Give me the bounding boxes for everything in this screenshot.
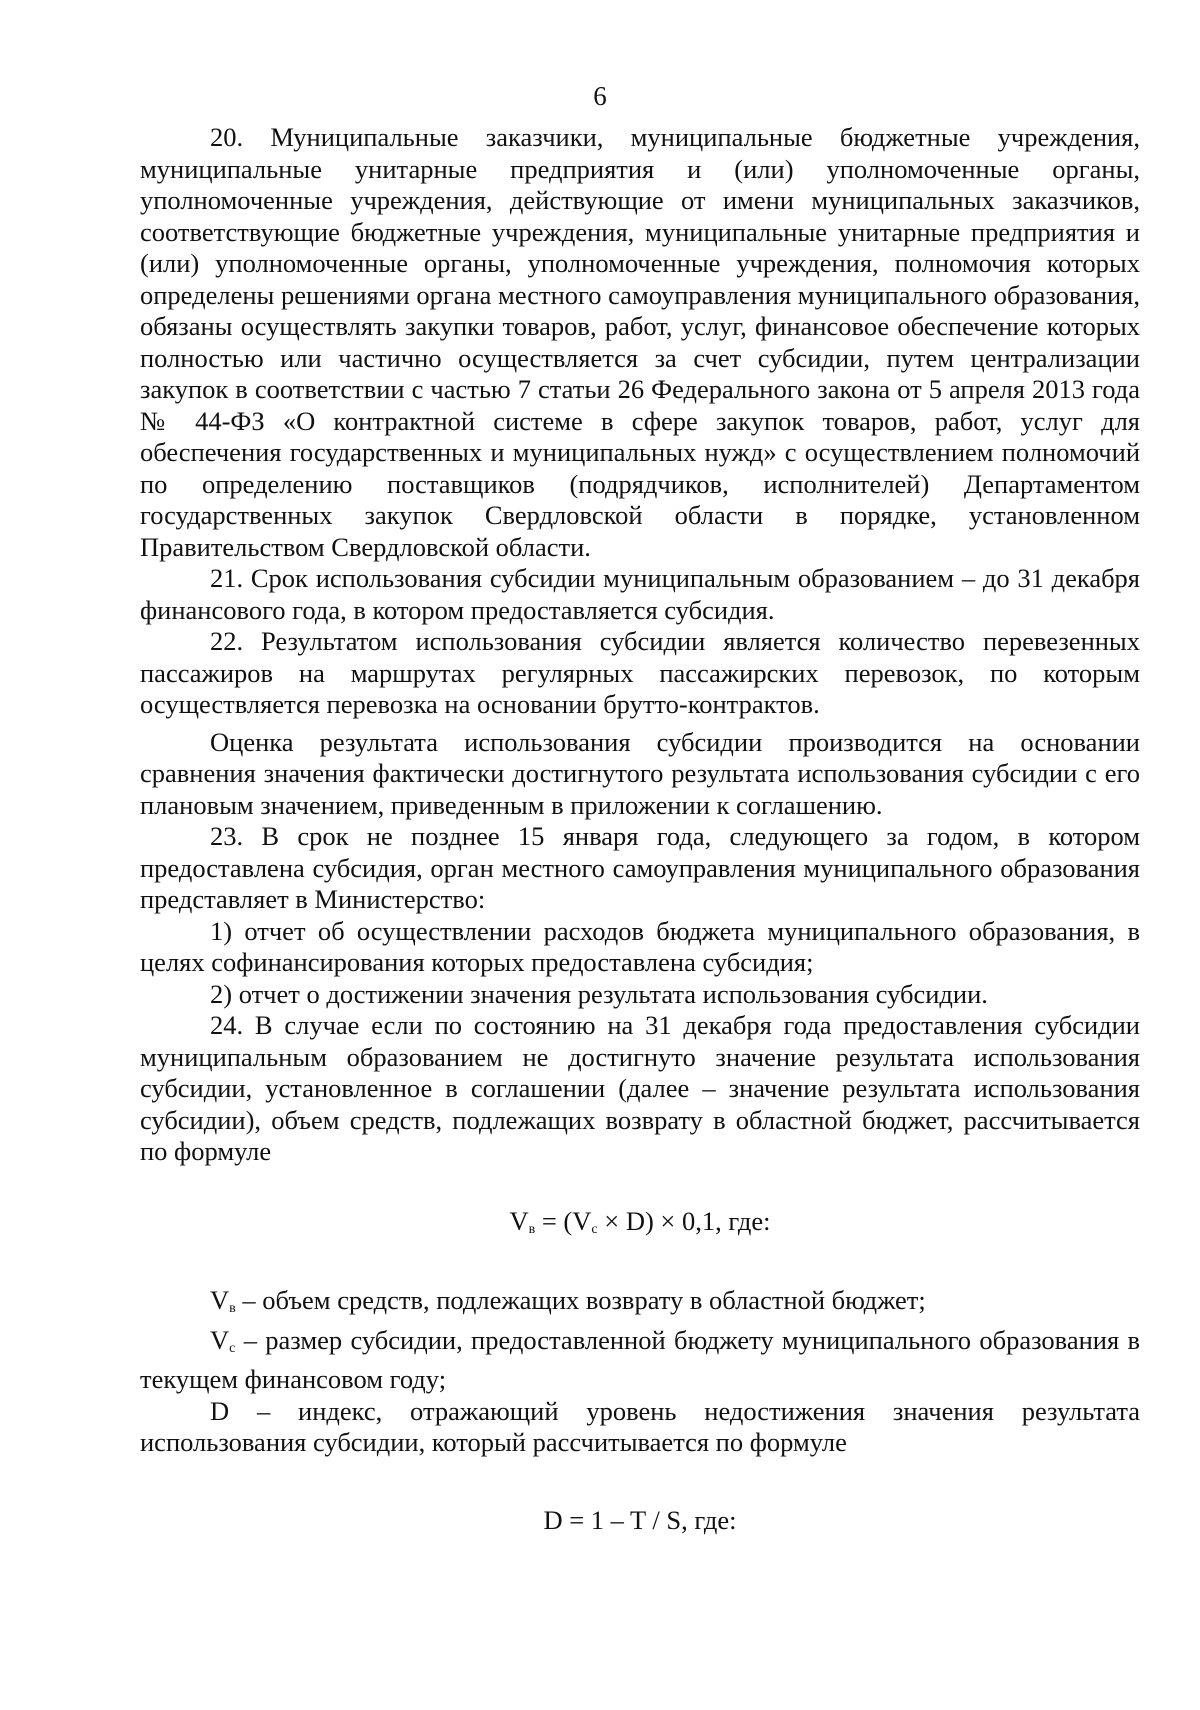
paragraph-24: 24. В случае если по состоянию на 31 декабря года предоставления субсидии муниципальным образованием не достигнуто значение результата использования субсидии, установленное в соглашении (далее – значение результата использования субсидии), объем средств, подлежащих возврату в областной бюджет, рассчитывается по формуле <box>140 1010 1140 1166</box>
paragraph-23: 23. В срок не позднее 15 января года, следующего за годом, в котором предоставлена субсидия, орган местного самоуправления муниципального образования представляет в Министерство: <box>140 821 1140 914</box>
formula-index-d: D = 1 – T / S, где: <box>543 1504 737 1535</box>
paragraph-22: 22. Результатом использования субсидии является количество перевезенных пассажиров на маршрутах регулярных пассажирских перевозок, по которым осуществляется перевозка на основании брутто-контрактов. <box>140 626 1140 719</box>
page-number: 6 <box>593 81 607 111</box>
paragraph-21: 21. Срок использования субсидии муниципальным образованием – до 31 декабря финансового года, в котором предоставляется субсидия. <box>140 563 1140 625</box>
definition-d: D – индекс, отражающий уровень недостижения значения результата использования субсидии, который рассчитывается по формуле <box>140 1395 1140 1457</box>
definition-vv: $V_в$ – объем средств, подлежащих возврату в областной бюджет; <box>210 1285 926 1316</box>
paragraph-20: 20. Муниципальные заказчики, муниципальные бюджетные учреждения, муниципальные унитарные предприятия и (или) уполномоченные органы, уполномоченные учреждения, действующие от имени муниципальных заказчиков, соответствующие бюджетные учреждения, муниципальные унитарные предприятия и (или) уполномоченные органы, уполномоченные учреждения, полномочия которых определены решениями органа местного самоуправления муниципального образования, обязаны осуществлять закупки товаров, работ, услуг, финансовое обеспечение которых полностью или частично осуществляется за счет субсидии, путем централизации закупок в соответствии с частью 7 статьи 26 Федерального закона от 5 апреля 2013 года № 44-ФЗ «О контрактной системе в сфере закупок товаров, работ, услуг для обеспечения государственных и муниципальных нужд» с осуществлением полномочий по определению поставщиков (подрядчиков, исполнителей) Департаментом государственных закупок Свердловской области в порядке, установленном Правительством Свердловской области. <box>140 122 1140 562</box>
paragraph-22-assessment: Оценка результата использования субсидии производится на основании сравнения значения фактически достигнутого результата использования субсидии с его плановым значением, приведенным в приложении к соглашению. <box>140 726 1140 820</box>
definition-vc: $V_с$ – размер субсидии, предоставленной бюджету муниципального образования в текущем финансовом году; <box>140 1324 1140 1394</box>
paragraph-23-item-1: 1) отчет об осуществлении расходов бюджета муниципального образования, в целях софинансирования которых предоставлена субсидия; <box>140 915 1140 977</box>
paragraph-23-item-2: 2) отчет о достижении значения результата использования субсидии. <box>210 978 988 1009</box>
formula-return-volume: $V_в = (V_с \times D) \times 0,1$, где: <box>509 1205 771 1237</box>
